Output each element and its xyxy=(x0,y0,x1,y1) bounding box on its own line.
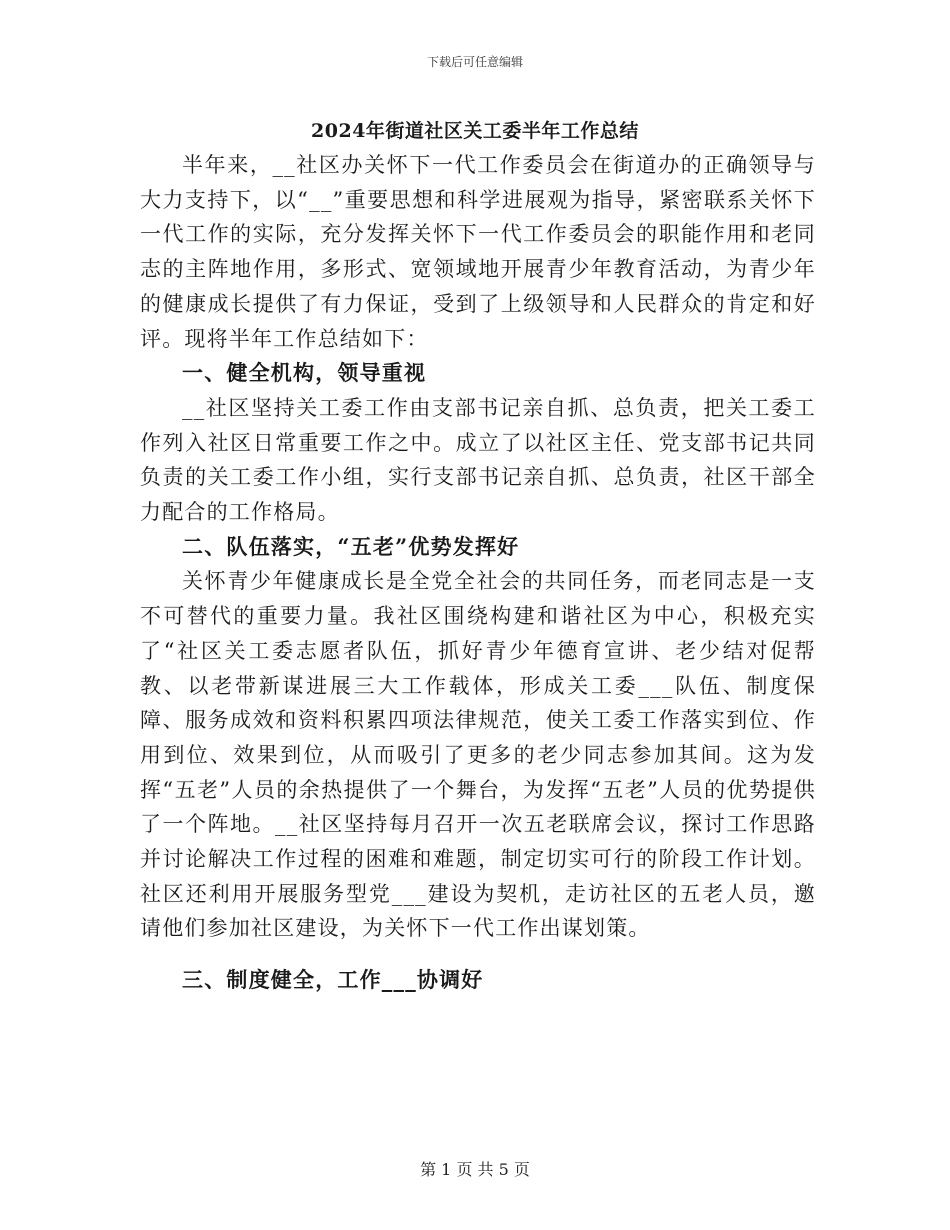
section-1-paragraph: __社区坚持关工委工作由支部书记亲自抓、总负责，把关工委工作列入社区日常重要工作之中。成立了以社区主任、党支部书记共同负责的关工委工作小组，实行支部书记亲自抓、总负责，社区干部全力配合的工作格局。 xyxy=(140,395,816,525)
section-3-heading: 三、制度健全，工作___协调好 xyxy=(182,967,484,993)
document-title: 2024年街道社区关工委半年工作总结 xyxy=(311,120,639,142)
document-body xyxy=(140,148,816,998)
section-2-heading: 二、队伍落实，“五老”优势发挥好 xyxy=(182,533,520,559)
header-note: 下载后可任意编辑 xyxy=(426,55,523,69)
page-number-footer: 第 1 页 共 5 页 xyxy=(420,1160,530,1179)
section-1-heading: 一、健全机构，领导重视 xyxy=(182,360,427,386)
section-2-paragraph: 关怀青少年健康成长是全党全社会的共同任务，而老同志是一支不可替代的重要力量。我社区围绕构建和谐社区为中心，积极充实了“社区关工委志愿者队伍，抓好青少年德育宣讲、老少结对促帮教、以老带新谋进展三大工作载体，形成关工委___队伍、制度保障、服务成效和资料积累四项法律规范，使关工委工作落实到位、作用到位、效果到位，从而吸引了更多的老少同志参加其间。这为发挥“五老”人员的余热提供了一个舞台，为发挥“五老”人员的优势提供了一个阵地。__社区坚持每月召开一次五老联席会议，探讨工作思路并讨论解决工作过程的困难和难题，制定切实可行的阶段工作计划。社区还利用开展服务型党___建设为契机，走访社区的五老人员，邀请他们参加社区建设，为关怀下一代工作出谋划策。 xyxy=(140,569,816,941)
intro-paragraph: 半年来，__社区办关怀下一代工作委员会在街道办的正确领导与大力支持下，以“__”重要思想和科学进展观为指导，紧密联系关怀下一代工作的实际，充分发挥关怀下一代工作委员会的职能作用和老同志的主阵地作用，多形式、宽领域地开展青少年教育活动，为青少年的健康成长提供了有力保证，受到了上级领导和人民群众的肯定和好评。现将半年工作总结如下： xyxy=(140,153,816,351)
